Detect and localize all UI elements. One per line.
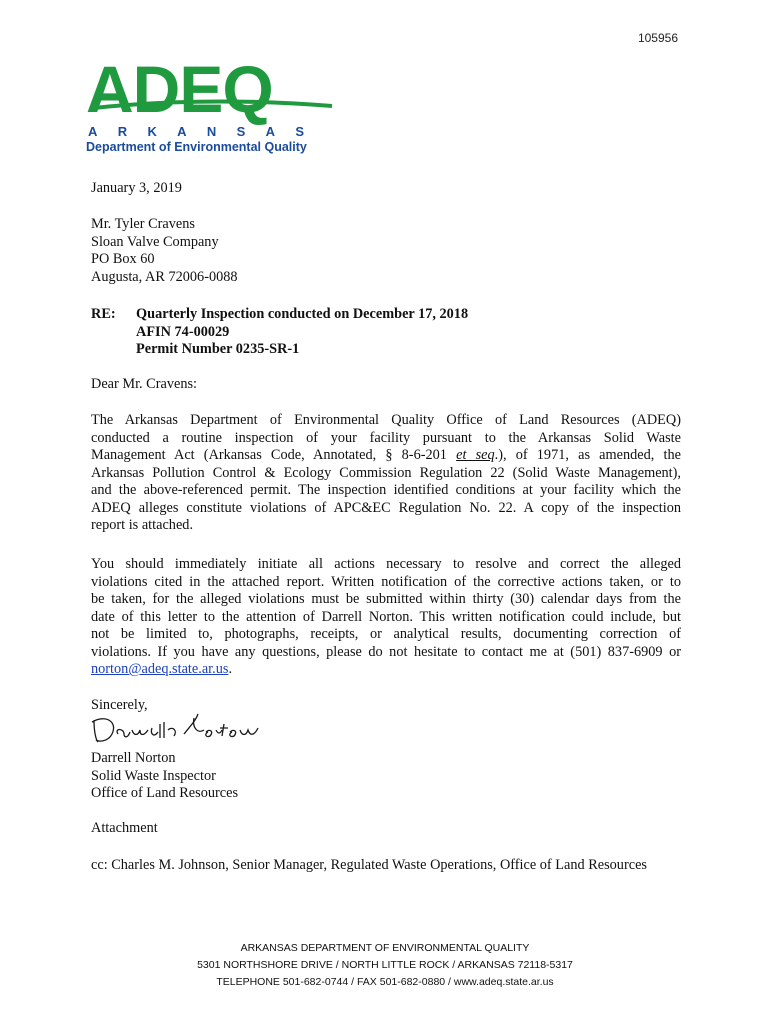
logo-state-name — [88, 124, 304, 139]
logo-wordmark: ADEQ — [86, 52, 273, 126]
paragraph-line: ADEQ alleges constitute violations of APC&EC Regulation No. 22. A copy of the inspection — [91, 499, 681, 516]
letter-date: January 3, 2019 — [91, 180, 182, 196]
paragraph-line: norton@adeq.state.ar.us. — [91, 661, 233, 677]
paragraph-line: date of this letter to the attention of Darrell Norton. This written notification could include, but — [91, 608, 681, 625]
logo-department: Department of Environmental Quality — [86, 140, 307, 154]
signer-block — [91, 750, 681, 803]
paragraph-line: report is attached. — [91, 517, 194, 533]
re-label: RE: — [91, 306, 116, 322]
email-link[interactable]: norton@adeq.state.ar.us — [91, 661, 229, 677]
footer-address: 5301 NORTHSHORE DRIVE / NORTH LITTLE ROCK / ARKANSAS 72118-5317 — [197, 959, 573, 971]
salutation: Dear Mr. Cravens: — [91, 376, 198, 392]
signer-office: Office of Land Resources — [91, 785, 239, 801]
paragraph-inspection — [91, 412, 681, 535]
paragraph-line: The Arkansas Department of Environmental Quality Office of Land Resources (ADEQ) — [91, 412, 681, 428]
re-afin: AFIN 74-00029 — [136, 323, 230, 340]
footer-contact: TELEPHONE 501-682-0744 / FAX 501-682-0880 / www.adeq.state.ar.us — [216, 976, 554, 988]
et-seq: et seq — [456, 447, 495, 463]
paragraph-line: violations. If you have any questions, please do not hesitate to contact me at (501) 837-6909 or — [91, 643, 681, 660]
closing: Sincerely, — [91, 697, 148, 713]
logo-letter: A — [177, 124, 187, 139]
recipient-address — [91, 216, 681, 286]
paragraph-line: Arkansas Pollution Control & Ecology Commission Regulation 22 (Solid Waste Management), — [91, 464, 681, 481]
recipient-name: Mr. Tyler Cravens — [91, 216, 195, 232]
paragraph-line: be taken, for the alleged violations must be submitted within thirty (30) calendar days from the — [91, 591, 681, 607]
recipient-city: Augusta, AR 72006-0088 — [91, 268, 238, 285]
paragraph-line: violations cited in the attached report. Written notification of the corrective actions taken, or to — [91, 573, 681, 590]
document-number: 105956 — [637, 31, 678, 45]
cc-line: cc: Charles M. Johnson, Senior Manager, Regulated Waste Operations, Office of Land Resources — [91, 857, 647, 873]
logo-letter: N — [206, 124, 217, 139]
logo-letter: R — [117, 124, 128, 139]
footer-agency: ARKANSAS DEPARTMENT OF ENVIRONMENTAL QUALITY — [240, 942, 530, 954]
paragraph-line: and the above-referenced permit. The inspection identified conditions at your facility which the — [91, 482, 681, 498]
signer-name: Darrell Norton — [91, 750, 176, 766]
logo-swoosh-icon — [86, 52, 336, 126]
logo-letter: K — [147, 124, 157, 139]
paragraph-actions — [91, 556, 681, 679]
logo-letter: S — [295, 124, 304, 139]
logo-letter: S — [236, 124, 246, 139]
paragraph-line: conducted a routine inspection of your facility pursuant to the Arkansas Solid Waste — [91, 429, 681, 446]
re-permit: Permit Number 0235-SR-1 — [136, 341, 300, 357]
logo-letter: A — [265, 124, 275, 139]
logo-letter: A — [88, 124, 98, 139]
attachment-note: Attachment — [91, 820, 158, 836]
paragraph-line: Management Act (Arkansas Code, Annotated, § 8-6-201 et seq.), of 1971, as amended, the — [91, 447, 681, 463]
re-subject: Quarterly Inspection conducted on December 17, 2018 — [136, 306, 469, 322]
recipient-company: Sloan Valve Company — [91, 233, 219, 250]
signer-title: Solid Waste Inspector — [91, 767, 216, 784]
adeq-logo — [86, 52, 336, 156]
paragraph-line: You should immediately initiate all actions necessary to resolve and correct the alleged — [91, 556, 681, 572]
letterhead-footer — [0, 940, 770, 991]
handwritten-signature — [88, 712, 268, 748]
paragraph-line: not be limited to, photographs, receipts, or analytical results, documenting correction of — [91, 626, 681, 642]
recipient-po-box: PO Box 60 — [91, 251, 155, 267]
